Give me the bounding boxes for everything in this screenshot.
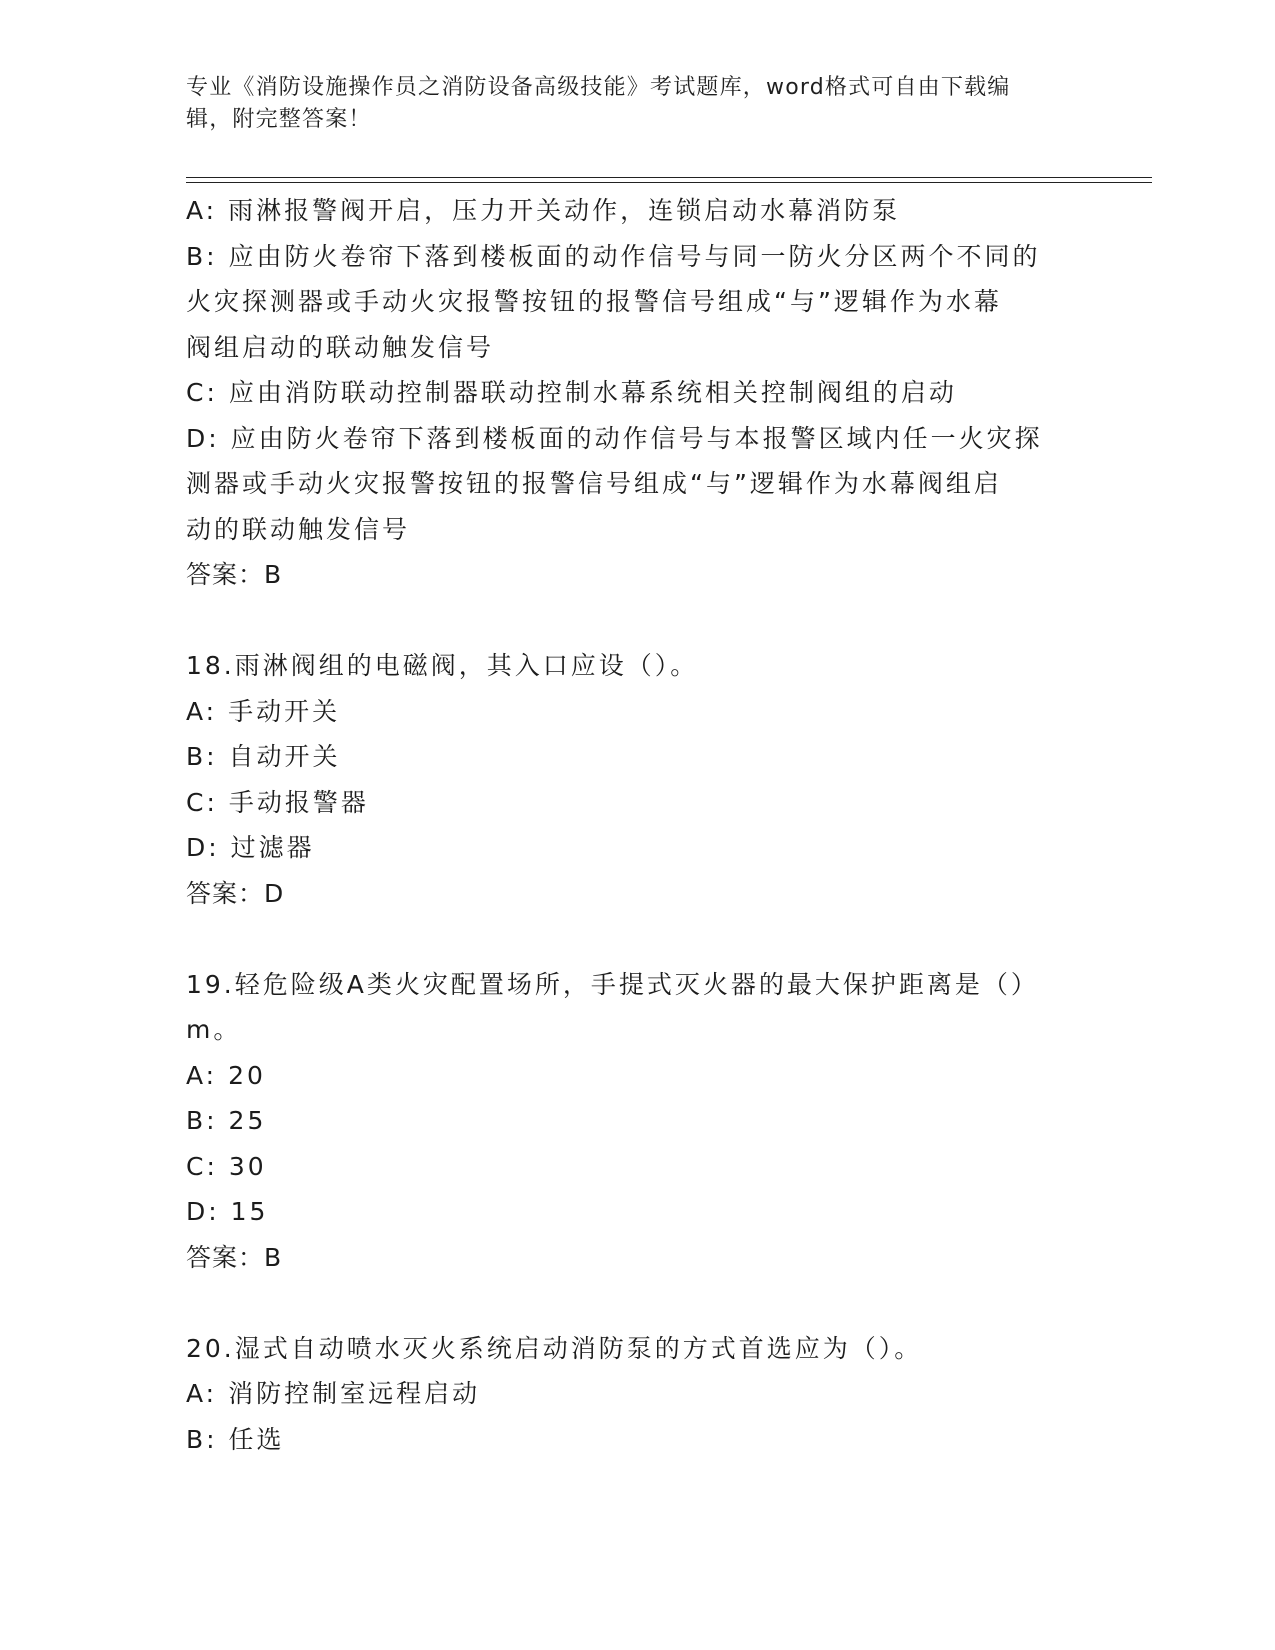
q19-block xyxy=(186,962,1086,1281)
option-key: A xyxy=(186,1379,206,1408)
option-separator: : xyxy=(206,1151,218,1181)
q17-option-d xyxy=(186,416,1086,462)
q19-question-cont: m。 xyxy=(186,1015,242,1044)
option-text: 15 xyxy=(230,1197,269,1226)
option-key: C xyxy=(186,378,207,407)
option-separator: : xyxy=(208,1197,220,1226)
option-text: 应由消防联动控制器联动控制水幕系统相关控制阀组的启动 xyxy=(228,378,957,407)
header-line-2: 辑，附完整答案！ xyxy=(186,107,372,132)
q18-answer: 答案：D xyxy=(186,878,285,908)
option-text: 25 xyxy=(228,1106,267,1135)
option-text: 手动开关 xyxy=(228,696,341,726)
option-separator: : xyxy=(206,378,218,407)
option-key: B xyxy=(186,742,207,771)
option-text: 30 xyxy=(228,1151,267,1181)
header-line-1: 专业《消防设施操作员之消防设备高级技能》考试题库，word格式可自由下载编 xyxy=(186,75,1011,100)
q17-option-b-cont-1: 火灾探测器或手动火灾报警按钮的报警信号组成“与”逻辑作为水幕 xyxy=(186,287,1002,316)
option-key: A xyxy=(186,196,206,225)
option-key: D xyxy=(186,1197,209,1226)
q20-block xyxy=(186,1326,1086,1463)
question-content xyxy=(186,188,1086,1462)
option-text: 20 xyxy=(228,1060,266,1090)
option-text: 任选 xyxy=(228,1424,285,1454)
q17-options xyxy=(186,188,1086,598)
option-key: D xyxy=(186,423,209,453)
spacer xyxy=(186,1280,1086,1326)
q18-option-c xyxy=(186,780,1086,826)
q18-option-b xyxy=(186,734,1086,780)
q17-option-b xyxy=(186,234,1086,280)
q18-option-a xyxy=(186,689,1086,735)
q20-option-b xyxy=(186,1417,1086,1463)
q19-option-c xyxy=(186,1144,1086,1190)
option-key: D xyxy=(186,833,209,862)
option-text: 应由防火卷帘下落到楼板面的动作信号与同一防火分区两个不同的 xyxy=(228,241,1041,271)
q17-option-d-cont-1: 测器或手动火灾报警按钮的报警信号组成“与”逻辑作为水幕阀组启 xyxy=(186,469,1002,498)
option-key: B xyxy=(186,241,207,271)
q17-option-a xyxy=(186,188,1086,234)
q18-question: 18.雨淋阀组的电磁阀，其入口应设（）。 xyxy=(186,651,699,680)
option-text: 应由防火卷帘下落到楼板面的动作信号与本报警区域内任一火灾探 xyxy=(230,423,1043,453)
option-separator: : xyxy=(205,1060,218,1090)
q19-answer: 答案：B xyxy=(186,1242,283,1272)
q18-block xyxy=(186,643,1086,916)
q17-option-b-cont-2: 阀组启动的联动触发信号 xyxy=(186,332,495,362)
option-key: A xyxy=(186,1060,206,1090)
option-text: 自动开关 xyxy=(228,742,341,771)
q17-answer: 答案：B xyxy=(186,560,283,589)
q17-option-c xyxy=(186,370,1086,416)
q19-question: 19.轻危险级A类火灾配置场所，手提式灭火器的最大保护距离是（） xyxy=(186,969,1039,999)
option-separator: : xyxy=(206,787,218,817)
q17-option-d-cont-2: 动的联动触发信号 xyxy=(186,514,411,544)
option-text: 过滤器 xyxy=(230,833,315,862)
q20-option-a xyxy=(186,1371,1086,1417)
q19-option-a xyxy=(186,1053,1086,1099)
option-separator: : xyxy=(206,1424,218,1454)
option-separator: : xyxy=(208,833,220,862)
header-divider-bottom xyxy=(186,182,1152,183)
option-separator: : xyxy=(205,696,218,726)
option-separator: : xyxy=(205,1379,218,1408)
header-divider-top xyxy=(186,177,1152,178)
option-separator: : xyxy=(208,423,220,453)
option-separator: : xyxy=(205,196,218,225)
option-key: A xyxy=(186,696,206,726)
spacer xyxy=(186,916,1086,962)
option-text: 雨淋报警阀开启，压力开关动作，连锁启动水幕消防泵 xyxy=(228,196,901,225)
option-key: C xyxy=(186,787,207,817)
option-separator: : xyxy=(206,1106,218,1135)
option-separator: : xyxy=(206,241,218,271)
q18-option-d xyxy=(186,825,1086,871)
q20-question: 20.湿式自动喷水灭火系统启动消防泵的方式首选应为（）。 xyxy=(186,1333,923,1363)
option-separator: : xyxy=(206,742,218,771)
option-key: B xyxy=(186,1106,207,1135)
option-text: 消防控制室远程启动 xyxy=(228,1379,481,1408)
q19-option-b xyxy=(186,1098,1086,1144)
option-text: 手动报警器 xyxy=(228,787,369,817)
document-header xyxy=(186,72,1066,136)
option-key: C xyxy=(186,1151,207,1181)
option-key: B xyxy=(186,1424,207,1454)
spacer xyxy=(186,598,1086,644)
q19-option-d xyxy=(186,1189,1086,1235)
